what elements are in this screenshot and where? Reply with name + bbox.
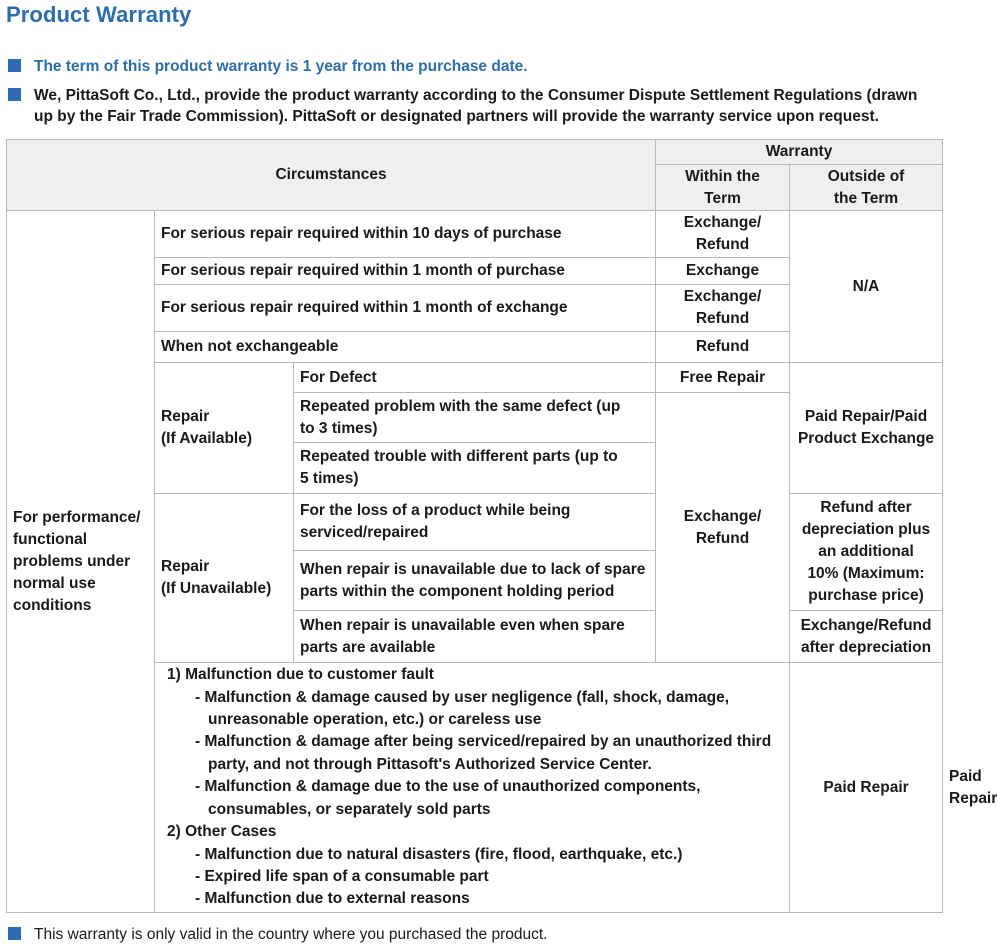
outside-term-cell: [790, 611, 943, 663]
cell-line: purchase price): [808, 587, 924, 604]
within-term-cell: Refund: [656, 332, 790, 363]
cell-line: parts are available: [300, 638, 436, 656]
exclusion-item: - Expired life span of a consumable part: [195, 867, 489, 885]
regulation-bullet: [8, 85, 917, 127]
within-term-cell: Paid Repair: [790, 663, 943, 913]
warranty-header: Warranty: [656, 140, 943, 165]
cell-line: Exchange/Refund: [800, 616, 932, 634]
cell-line: Product Exchange: [797, 430, 935, 447]
category-line: functional: [13, 530, 88, 548]
circumstance-cell: [294, 443, 656, 494]
header-row: [7, 140, 943, 165]
exclusion-line: party, and not through Pittasoft's Authorized Service Center.: [208, 755, 652, 773]
exclusion-line: - Malfunction & damage after being serviced/repaired by an unauthorized third: [195, 733, 772, 751]
within-term-cell: [656, 211, 790, 258]
blue-square-bullet-icon: [8, 927, 21, 940]
table-row: [7, 211, 943, 258]
within-term-cell: [656, 393, 790, 663]
footer-text: This warranty is only valid in the country where you purchased the product.: [34, 926, 548, 943]
exclusion-line: unreasonable operation, etc.) or careless use: [208, 711, 542, 729]
circumstances-header: Circumstances: [7, 140, 656, 211]
cell-line: Exchange/: [683, 507, 762, 525]
warranty-table: [6, 139, 997, 913]
cell-line: depreciation plus: [801, 521, 931, 538]
header-line: Term: [704, 189, 741, 207]
exclusion-item: [161, 687, 783, 732]
circumstance-cell: [294, 494, 656, 551]
category-cell: [7, 211, 155, 913]
exclusion-line: consumables, or separately sold parts: [208, 800, 491, 818]
blue-square-bullet-icon: [8, 88, 21, 101]
cell-line: serviced/repaired: [300, 524, 429, 541]
cell-line: parts within the component holding period: [300, 582, 615, 600]
within-term-cell: Free Repair: [656, 363, 790, 393]
label-line: (If Unavailable): [161, 580, 272, 597]
cell-line: Refund: [695, 310, 750, 327]
exclusion-line: - Malfunction & damage caused by user negligence (fall, shock, damage,: [195, 688, 730, 706]
header-line: Outside of: [827, 167, 905, 185]
exclusion-line: - Malfunction & damage due to the use of unauthorized components,: [195, 778, 701, 796]
exclusion-item: - Malfunction due to natural disasters (fire, flood, earthquake, etc.): [195, 845, 683, 863]
outside-term-cell: [790, 494, 943, 611]
category-line: normal use: [13, 574, 96, 592]
footer-note: [8, 924, 547, 945]
within-term-header: [656, 165, 790, 211]
cell-line: Refund after: [820, 499, 912, 516]
repair-unavailable-label: [155, 494, 294, 663]
cell-line: Refund: [695, 236, 750, 253]
cell-line: Repeated trouble with different parts (up to: [300, 448, 618, 465]
cell-line: Exchange/: [683, 214, 762, 231]
regulation-line: We, PittaSoft Co., Ltd., provide the product warranty according to the Consumer Dispute Settlement Regulations (drawn: [34, 87, 918, 104]
circumstance-cell: For serious repair required within 10 days of purchase: [155, 211, 656, 258]
label-line: Repair: [161, 558, 210, 575]
circumstance-cell: [294, 551, 656, 611]
outside-term-cell: [790, 363, 943, 494]
header-line: the Term: [833, 189, 899, 207]
within-term-cell: [656, 285, 790, 332]
within-term-cell: Exchange: [656, 258, 790, 285]
circumstance-cell: [294, 393, 656, 443]
label-line: (If Available): [161, 430, 253, 447]
blue-square-bullet-icon: [8, 59, 21, 72]
exclusion-heading: 1) Malfunction due to customer fault: [167, 666, 434, 684]
cell-line: 5 times): [300, 470, 359, 487]
header-line: Within the: [685, 167, 760, 185]
regulation-line: up by the Fair Trade Commission). PittaSoft or designated partners will provide the warranty service upon request.: [34, 108, 879, 125]
table-row: 1) Malfunction due to customer fault - Malfunction & damage caused by user negligence (fall, shock, damage, unreasonable operation, etc.) or careless use - Malfunction & damage after being serviced/repaired by an unauthorized third party, and not through Pittasoft's Authorized Service Center. - Malfunction & damage due to the use of unauthorized components, consumables, or separately sold parts 2) Other Cases - Malfunction due to natural disasters (fire, flood, earthquake, etc.) - Expired life span of a consumable part - Malfunction due to external reasons Paid Repair Paid Repair: [7, 663, 943, 913]
cell-line: an additional: [818, 543, 914, 560]
cell-line: after depreciation: [800, 638, 932, 656]
label-line: Repair: [161, 408, 210, 425]
exclusion-item: - Malfunction due to external reasons: [195, 890, 470, 908]
cell-line: When repair is unavailable even when spare: [300, 616, 625, 634]
circumstance-cell: [294, 611, 656, 663]
circumstance-cell: When not exchangeable: [155, 332, 656, 363]
cell-line: When repair is unavailable due to lack of spare: [300, 560, 646, 578]
circumstance-cell: For Defect: [294, 363, 656, 393]
cell-line: For the loss of a product while being: [300, 502, 571, 519]
repair-available-label: [155, 363, 294, 494]
category-line: conditions: [13, 596, 92, 614]
circumstance-cell: For serious repair required within 1 month of exchange: [155, 285, 656, 332]
category-line: For performance/: [13, 508, 141, 526]
cell-line: 10% (Maximum:: [807, 565, 925, 582]
exclusion-heading: 2) Other Cases: [167, 823, 277, 841]
term-text: The term of this product warranty is 1 year from the purchase date.: [34, 58, 528, 75]
exclusion-item: [161, 731, 783, 776]
cell-line: Refund: [695, 529, 750, 547]
exclusions-cell: [155, 663, 790, 913]
term-bullet: [8, 56, 528, 77]
regulation-text: [34, 85, 917, 127]
outside-term-header: [790, 165, 943, 211]
cell-line: Paid Repair/Paid: [804, 408, 928, 425]
outside-term-cell: N/A: [790, 211, 943, 363]
cell-line: Exchange/: [683, 288, 762, 305]
cell-line: Repeated problem with the same defect (up: [300, 397, 621, 415]
page-title: Product Warranty: [6, 2, 192, 27]
exclusion-item: [161, 776, 783, 821]
circumstance-cell: For serious repair required within 1 month of purchase: [155, 258, 656, 285]
category-line: problems under: [13, 552, 131, 570]
cell-line: to 3 times): [300, 419, 378, 437]
